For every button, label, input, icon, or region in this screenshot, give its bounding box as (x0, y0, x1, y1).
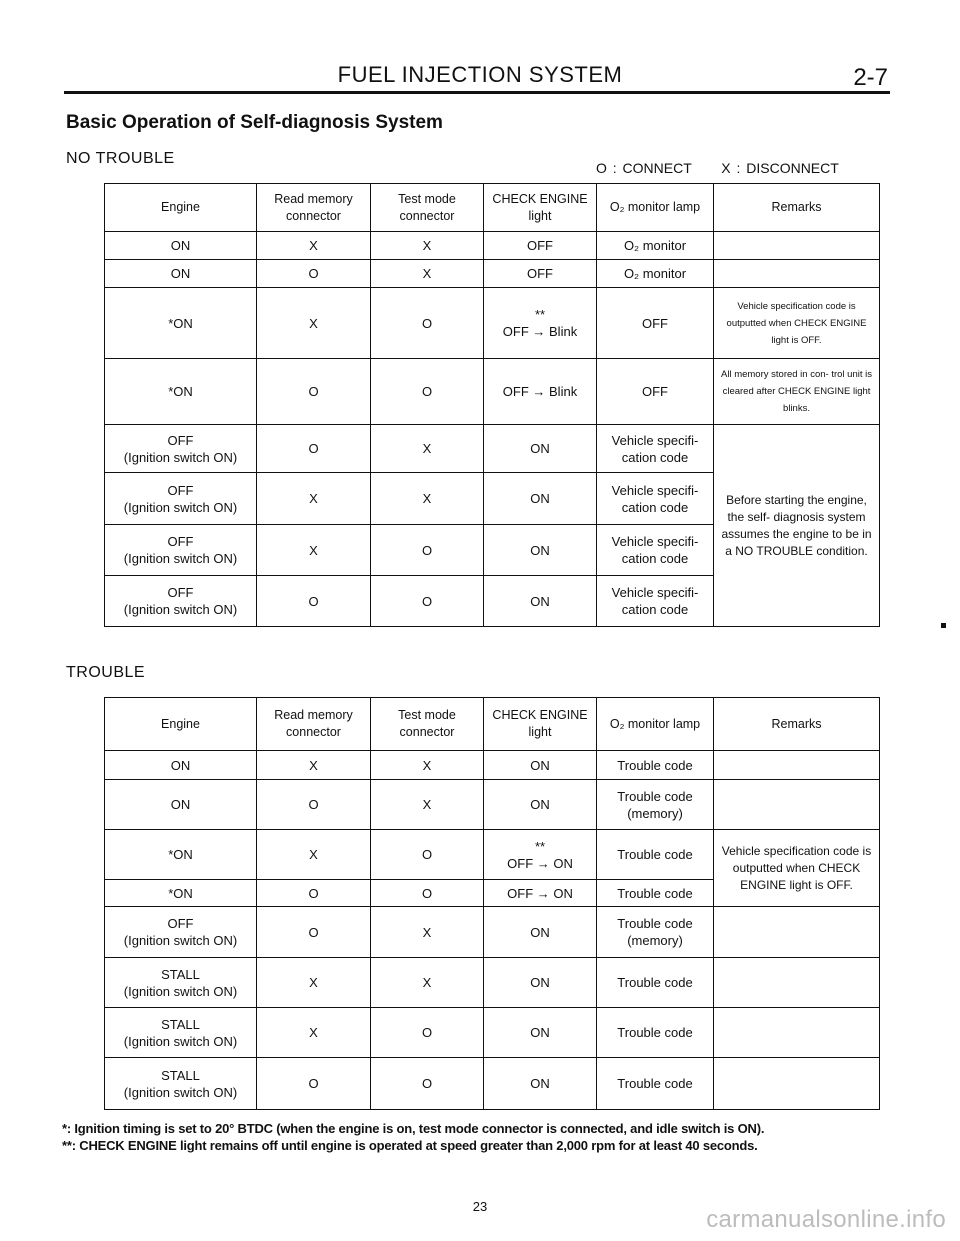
cell-engine: ON (105, 751, 257, 780)
header-rule (64, 91, 890, 94)
cell-test-mode: O (371, 1008, 484, 1058)
cell-o2-monitor: O₂ monitor (597, 260, 714, 288)
o2-value: Vehicle specifi- (611, 432, 699, 448)
col-header-engine: Engine (105, 698, 257, 751)
cell-remarks (714, 232, 880, 260)
cell-check-engine: ON (484, 576, 597, 627)
cell-check-engine: ON (484, 525, 597, 576)
col-header-remarks: Remarks (714, 698, 880, 751)
cell-test-mode: X (371, 958, 484, 1008)
cell-o2-monitor: OFF (597, 288, 714, 359)
cell-test-mode: O (371, 359, 484, 425)
cell-remarks: Vehicle specification code is outputted when CHECK ENGINE light is OFF. (714, 288, 880, 359)
cell-engine: *ON (105, 288, 257, 359)
cell-remarks: All memory stored in con- trol unit is cleared after CHECK ENGINE light blinks. (714, 359, 880, 425)
cell-check-engine: OFF → ON (484, 880, 597, 907)
table-header-row (105, 184, 880, 232)
cell-test-mode: X (371, 425, 484, 473)
engine-sub: (Ignition switch ON) (123, 983, 238, 999)
cell-test-mode: X (371, 907, 484, 958)
col-header-check-engine: CHECK ENGINE light (484, 698, 597, 751)
engine-state: OFF (167, 534, 194, 549)
cell-test-mode: X (371, 232, 484, 260)
table-row (105, 260, 880, 288)
col-header-engine: Engine (105, 184, 257, 232)
cell-check-engine: OFF (484, 232, 597, 260)
engine-sub: (Ignition switch ON) (123, 933, 238, 948)
page-section-number: 2-7 (853, 64, 888, 91)
cell-engine: *ON (105, 830, 257, 880)
cell-engine (105, 958, 257, 1008)
engine-state: OFF (167, 432, 194, 448)
table-row (105, 232, 880, 260)
table-row (105, 780, 880, 830)
table-row (105, 425, 880, 473)
table-header-row (105, 698, 880, 751)
cell-read-memory: O (257, 359, 371, 425)
cell-read-memory: O (257, 260, 371, 288)
check-engine-value: OFF → Blink (502, 324, 578, 339)
margin-mark (941, 623, 946, 628)
legend-disconnect: X : DISCONNECT (721, 160, 839, 176)
footnote-single-star: *: Ignition timing is set to 20° BTDC (when the engine is on, test mode connector is connected, and idle switch is ON). (62, 1121, 765, 1136)
cell-remarks: Before starting the engine, the self- diagnosis system assumes the engine to be in a NO TROUBLE condition. (714, 425, 880, 627)
cell-read-memory: X (257, 1008, 371, 1058)
table-row (105, 830, 880, 880)
double-star-marker: ** (534, 307, 546, 322)
engine-state: STALL (161, 1067, 200, 1083)
cell-read-memory: X (257, 473, 371, 525)
col-header-check-engine: CHECK ENGINE light (484, 184, 597, 232)
footnote-double-star: **: CHECK ENGINE light remains off until engine is operated at speed greater than 2,000 rpm for at least 40 seconds. (62, 1138, 758, 1153)
cell-engine (105, 576, 257, 627)
cell-test-mode: O (371, 288, 484, 359)
col-header-remarks: Remarks (714, 184, 880, 232)
cell-o2-monitor (597, 425, 714, 473)
col-header-read-memory: Read memory connector (257, 184, 371, 232)
cell-engine: ON (105, 232, 257, 260)
double-star-marker: ** (534, 838, 546, 854)
cell-engine (105, 1058, 257, 1110)
watermark: carmanualsonline.info (706, 1206, 946, 1233)
o2-sub: cation code (621, 449, 689, 465)
cell-check-engine: ON (484, 907, 597, 958)
cell-read-memory: O (257, 1058, 371, 1110)
o2-value: Vehicle specifi- (611, 534, 699, 549)
cell-remarks (714, 1058, 880, 1110)
cell-remarks (714, 751, 880, 780)
no-trouble-label: NO TROUBLE (66, 150, 175, 167)
table-row (105, 1008, 880, 1058)
cell-read-memory: X (257, 830, 371, 880)
o2-sub: (memory) (627, 933, 683, 948)
cell-o2-monitor: Trouble code (597, 830, 714, 880)
cell-check-engine (484, 830, 597, 880)
engine-state: STALL (161, 1016, 200, 1032)
o2-sub: cation code (621, 551, 689, 566)
o2-value: Trouble code (617, 916, 693, 931)
cell-check-engine: ON (484, 473, 597, 525)
cell-o2-monitor: Trouble code (597, 751, 714, 780)
cell-o2-monitor (597, 473, 714, 525)
cell-check-engine: OFF → Blink (484, 359, 597, 425)
cell-read-memory: X (257, 288, 371, 359)
cell-test-mode: O (371, 1058, 484, 1110)
cell-read-memory: X (257, 232, 371, 260)
table-row (105, 1058, 880, 1110)
section-title: Basic Operation of Self-diagnosis System (66, 112, 443, 133)
o2-sub: cation code (621, 499, 689, 515)
cell-o2-monitor (597, 780, 714, 830)
cell-check-engine: ON (484, 1008, 597, 1058)
cell-read-memory: O (257, 907, 371, 958)
cell-test-mode: X (371, 473, 484, 525)
check-engine-value: OFF → ON (507, 855, 573, 871)
cell-read-memory: O (257, 576, 371, 627)
cell-check-engine: OFF (484, 260, 597, 288)
cell-remarks (714, 260, 880, 288)
table-row (105, 907, 880, 958)
engine-state: OFF (167, 585, 194, 600)
cell-o2-monitor: O₂ monitor (597, 232, 714, 260)
table-row (105, 751, 880, 780)
cell-check-engine: ON (484, 425, 597, 473)
cell-engine: *ON (105, 359, 257, 425)
o2-value: Trouble code (617, 788, 693, 804)
cell-engine (105, 525, 257, 576)
cell-test-mode: O (371, 830, 484, 880)
cell-read-memory: X (257, 751, 371, 780)
o2-value: Vehicle specifi- (611, 482, 699, 498)
cell-read-memory: O (257, 880, 371, 907)
col-header-o2-monitor: O₂ monitor lamp (597, 698, 714, 751)
engine-state: OFF (167, 916, 194, 931)
cell-o2-monitor (597, 525, 714, 576)
cell-test-mode: X (371, 260, 484, 288)
cell-test-mode: O (371, 880, 484, 907)
cell-remarks (714, 1008, 880, 1058)
cell-engine (105, 425, 257, 473)
cell-remarks (714, 780, 880, 830)
engine-sub: (Ignition switch ON) (123, 499, 238, 515)
cell-remarks (714, 958, 880, 1008)
engine-sub: (Ignition switch ON) (123, 1084, 238, 1100)
page-header-title: FUEL INJECTION SYSTEM (337, 62, 623, 87)
table-row (105, 958, 880, 1008)
cell-o2-monitor: Trouble code (597, 958, 714, 1008)
engine-sub: (Ignition switch ON) (123, 449, 238, 465)
engine-state: OFF (167, 482, 194, 498)
engine-state: STALL (161, 966, 200, 982)
cell-check-engine: ON (484, 1058, 597, 1110)
table-row (105, 288, 880, 359)
cell-engine: ON (105, 780, 257, 830)
cell-o2-monitor (597, 907, 714, 958)
page-number: 23 (472, 1199, 488, 1214)
cell-read-memory: O (257, 425, 371, 473)
cell-check-engine: ON (484, 780, 597, 830)
cell-engine (105, 907, 257, 958)
cell-test-mode: X (371, 780, 484, 830)
legend (596, 160, 839, 176)
cell-check-engine: ON (484, 958, 597, 1008)
col-header-test-mode: Test mode connector (371, 184, 484, 232)
cell-o2-monitor (597, 576, 714, 627)
o2-sub: (memory) (627, 805, 683, 821)
cell-o2-monitor: Trouble code (597, 1008, 714, 1058)
cell-test-mode: X (371, 751, 484, 780)
col-header-read-memory: Read memory connector (257, 698, 371, 751)
legend-connect: O : CONNECT (596, 160, 692, 176)
engine-sub: (Ignition switch ON) (123, 602, 238, 617)
footnotes (62, 1120, 764, 1154)
cell-remarks (714, 907, 880, 958)
no-trouble-table (104, 183, 880, 627)
table-row (105, 359, 880, 425)
trouble-label: TROUBLE (66, 664, 146, 681)
cell-test-mode: O (371, 576, 484, 627)
cell-test-mode: O (371, 525, 484, 576)
o2-value: Vehicle specifi- (611, 585, 699, 600)
cell-check-engine: ON (484, 751, 597, 780)
cell-o2-monitor: Trouble code (597, 880, 714, 907)
cell-engine: ON (105, 260, 257, 288)
cell-o2-monitor: Trouble code (597, 1058, 714, 1110)
cell-remarks: Vehicle specification code is outputted when CHECK ENGINE light is OFF. (714, 830, 880, 907)
trouble-table (104, 697, 880, 1110)
o2-sub: cation code (621, 602, 689, 617)
col-header-o2-monitor: O₂ monitor lamp (597, 184, 714, 232)
cell-engine: *ON (105, 880, 257, 907)
cell-read-memory: X (257, 525, 371, 576)
cell-engine (105, 473, 257, 525)
engine-sub: (Ignition switch ON) (123, 551, 238, 566)
cell-engine (105, 1008, 257, 1058)
cell-read-memory: O (257, 780, 371, 830)
col-header-test-mode: Test mode connector (371, 698, 484, 751)
cell-o2-monitor: OFF (597, 359, 714, 425)
cell-check-engine (484, 288, 597, 359)
cell-read-memory: X (257, 958, 371, 1008)
engine-sub: (Ignition switch ON) (123, 1033, 238, 1049)
